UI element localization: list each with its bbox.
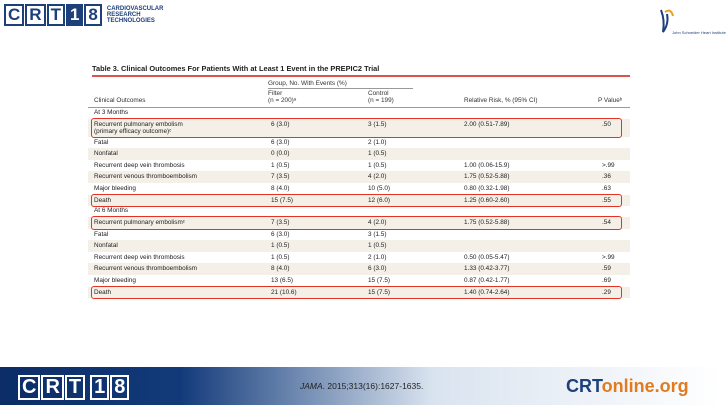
filter-cell: 7 (3.5) [271,173,290,181]
filter-cell: 15 (7.5) [271,196,294,204]
group-rule [268,88,413,89]
outcome-cell: Death [94,288,112,296]
col-rr: Relative Risk, % (95% CI) [464,97,538,104]
relative-risk-cell: 0.80 (0.32-1.98) [464,185,510,193]
filter-cell: 6 (3.0) [271,230,290,238]
table-row [88,137,630,149]
citation-details: . 2015;313(16):1627-1635. [322,381,424,391]
control-cell: 4 (2.0) [368,218,387,226]
control-cell: 15 (7.5) [368,276,391,284]
control-cell: 12 (6.0) [368,196,391,204]
logo-subtitle [107,6,164,24]
col-filter-n: (n = 200)ᵃ [268,97,297,104]
p-value-cell: .59 [602,265,611,273]
table-row [88,240,630,252]
table-row [88,252,630,264]
relative-risk-cell: 2.00 (0.51-7.89) [464,120,510,128]
control-cell: 6 (3.0) [368,265,387,273]
outcome-cell: Major bleeding [94,276,136,284]
logo-letter: 1 [66,4,83,26]
crtonline-domain: online.org [601,376,689,396]
control-cell: 2 (1.0) [368,138,387,146]
col-p: P Valueᵇ [598,97,623,104]
crt18-footer-logo [18,375,130,400]
table-row [88,160,630,172]
filter-cell: 8 (4.0) [271,185,290,193]
outcomes-table [88,61,630,298]
table-row [88,148,630,160]
outcome-cell: Recurrent venous thromboembolism [94,265,198,273]
table-row [88,229,630,241]
relative-risk-cell: 0.50 (0.05-5.47) [464,253,510,261]
outcome-cell: Fatal [94,230,109,238]
col-outcomes: Clinical Outcomes [94,97,146,104]
table-header [88,77,630,108]
filter-cell: 6 (3.0) [271,138,290,146]
control-cell: 2 (1.0) [368,253,387,261]
p-value-cell: .54 [602,218,611,226]
outcome-cell: Recurrent pulmonary embolismᶜ [94,218,186,226]
outcome-cell: Recurrent deep vein thrombosis [94,161,185,169]
partner-logo-text: John Schneider Heart Institute [672,30,726,35]
filter-cell: 1 (0.5) [271,242,290,250]
outcome-cell: Recurrent venous thromboembolism [94,173,198,181]
outcome-cell: Death [94,196,112,204]
logo-sub-line: TECHNOLOGIES [106,18,155,24]
control-cell: 4 (2.0) [368,173,387,181]
partner-logo-icon [655,6,720,44]
relative-risk-cell: 1.40 (0.74-2.64) [464,288,510,296]
p-value-cell: .50 [602,120,611,128]
col-filter: Filter [268,90,283,97]
p-value-cell: >.99 [602,161,615,169]
relative-risk-cell: 1.25 (0.60-2.60) [464,196,510,204]
table-row [88,263,630,275]
filter-cell: 13 (6.5) [271,276,294,284]
p-value-cell: >.99 [602,253,615,261]
section-label-text: At 3 Months [94,109,129,116]
table-title: Table 3. Clinical Outcomes For Patients With at Least 1 Event in the PREPIC2 Trial [92,64,380,73]
citation-journal: JAMA [300,381,323,391]
highlight-box [91,286,622,300]
control-cell: 3 (1.5) [368,230,387,238]
filter-cell: 6 (3.0) [271,120,290,128]
control-cell: 15 (7.5) [368,288,391,296]
col-control: Control [368,90,389,97]
outcome-cell: Fatal [94,138,109,146]
p-value-cell: .29 [602,288,611,296]
logo-letter: 8 [84,4,101,26]
filter-cell: 21 (10.6) [271,288,297,296]
outcome-cell: Major bleeding [94,185,136,193]
table-body [88,108,630,298]
control-cell: 1 (0.5) [368,161,387,169]
logo-letter: C [4,4,24,26]
table-row [88,183,630,195]
control-cell: 3 (1.5) [368,120,387,128]
control-cell: 10 (5.0) [368,185,391,193]
logo-letter: 8 [110,375,129,400]
relative-risk-cell: 1.33 (0.42-3.77) [464,265,510,273]
table-row [88,275,630,287]
highlight-box [91,118,622,138]
relative-risk-cell: 1.00 (0.06-15.9) [464,161,510,169]
relative-risk-cell: 1.75 (0.52-5.88) [464,218,510,226]
logo-letter: R [25,4,45,26]
control-cell: 1 (0.5) [368,150,387,158]
outcome-cell: Recurrent deep vein thrombosis [94,253,185,261]
logo-letter: T [47,4,65,26]
logo-sub-line: CARDIOVASCULAR [106,6,164,12]
logo-letter: T [65,375,85,400]
outcome-line: (primary efficacy outcome)ᶜ [94,128,172,136]
control-cell: 1 (0.5) [368,242,387,250]
logo-letter: C [18,375,40,400]
outcome-line: Recurrent pulmonary embolism [94,120,183,128]
col-control-n: (n = 199) [368,97,394,104]
p-value-cell: .63 [602,185,611,193]
crtonline-brand: CRT [566,376,602,396]
p-value-cell: .36 [602,173,611,181]
filter-cell: 1 (0.5) [271,253,290,261]
relative-risk-cell: 0.87 (0.42-1.77) [464,276,510,284]
logo-letter: 1 [90,375,109,400]
logo-letter: R [41,375,63,400]
outcome-cell: Nonfatal [94,242,118,250]
filter-cell: 7 (3.5) [271,218,290,226]
p-value-cell: .55 [602,196,611,204]
table-row [88,171,630,183]
section-label-text: At 6 Months [94,207,129,215]
filter-cell: 8 (4.0) [271,265,290,273]
citation [300,381,423,391]
crtonline-logo [566,376,689,397]
group-header: Group, No. With Events (%) [268,80,347,87]
p-value-cell: .69 [602,276,611,284]
outcome-cell: Nonfatal [94,150,118,158]
filter-cell: 1 (0.5) [271,161,290,169]
relative-risk-cell: 1.75 (0.52-5.88) [464,173,510,181]
crt18-logo [4,3,163,27]
filter-cell: 0 (0.0) [271,150,290,158]
highlight-box [91,194,622,208]
logo-sub-line: RESEARCH [106,12,141,18]
